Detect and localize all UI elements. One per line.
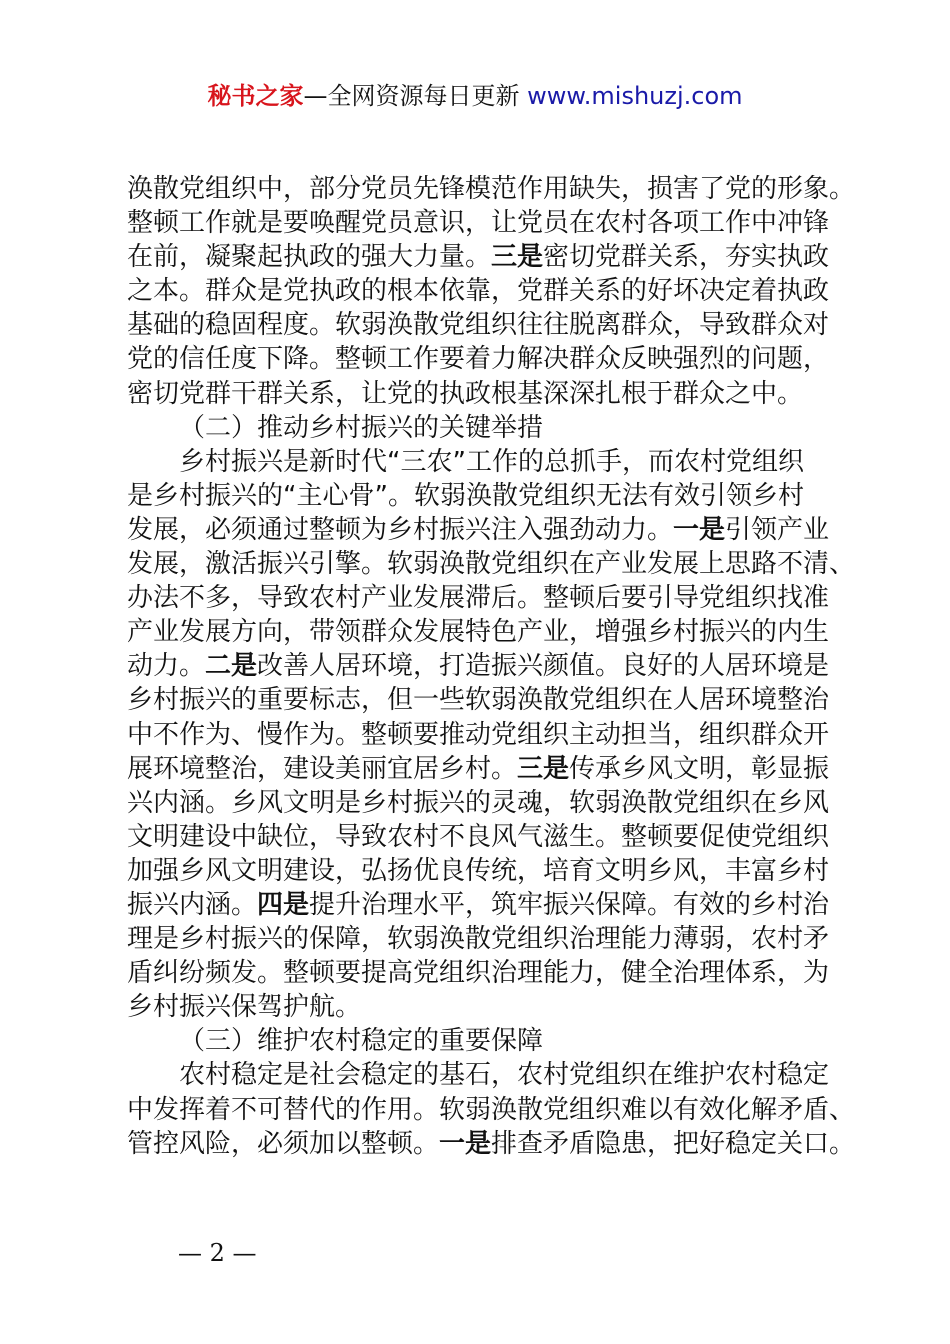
paragraph-line (127, 649, 839, 683)
paragraph-line (127, 752, 839, 786)
site-url-link[interactable]: www.mishuzj.com (527, 82, 743, 110)
text-run: 在前，凝聚起执政的强大力量。 (127, 242, 492, 273)
site-header (0, 80, 950, 112)
paragraph-line: 理是乡村振兴的保障，软弱涣散党组织治理能力薄弱，农村矛 (127, 924, 830, 955)
text-run: 改善人居环境，打造振兴颜值。良好的人居环境是 (257, 651, 830, 682)
section-heading: （二）推动乡村振兴的关键举措 (179, 412, 544, 443)
document-body (127, 172, 856, 1161)
text-run: 振兴内涵。 (127, 889, 258, 920)
paragraph-line: 密切党群干群关系，让党的执政根基深深扎根于群众之中。 (127, 378, 804, 409)
paragraph-line: 涣散党组织中，部分党员先锋模范作用缺失，损害了党的形象。 (127, 174, 856, 204)
text-run: 密切党群关系，夯实执政 (543, 242, 830, 273)
paragraph-line: 盾纠纷频发。整顿要提高党组织治理能力，健全治理体系，为 (127, 958, 830, 989)
bold-marker: 四是 (257, 889, 310, 920)
paragraph-line: 文明建设中缺位，导致农村不良风气滋生。整顿要促使党组织 (127, 821, 830, 852)
paragraph-line: 整顿工作就是要唤醒党员意识，让党员在农村各项工作中冲锋 (127, 208, 830, 239)
paragraph-line: 发展，激活振兴引擎。软弱涣散党组织在产业发展上思路不清、 (127, 549, 856, 580)
paragraph-line: 加强乡风文明建设，弘扬优良传统，培育文明乡风，丰富乡村 (127, 855, 830, 886)
paragraph-line (127, 513, 839, 547)
paragraph-line: 乡村振兴保驾护航。 (127, 992, 362, 1023)
text-run: 提升治理水平，筑牢振兴保障。有效的乡村治 (309, 889, 830, 920)
text-run: 管控风险，必须加以整顿。 (127, 1128, 440, 1159)
brand-name: 秘书之家 (207, 82, 304, 110)
paragraph-line: 之本。群众是党执政的根本依靠，党群关系的好坏决定着执政 (127, 276, 830, 307)
text-run: 排查矛盾隐患，把好稳定关口。 (491, 1128, 856, 1159)
paragraph-line: 农村稳定是社会稳定的基石，农村党组织在维护农村稳定 (179, 1060, 830, 1091)
bold-marker: 一是 (439, 1128, 492, 1159)
bold-marker: 三是 (491, 242, 544, 273)
page-number: — 2 — (178, 1239, 257, 1267)
paragraph-line: 中发挥着不可替代的作用。软弱涣散党组织难以有效化解矛盾、 (127, 1094, 856, 1125)
paragraph-line: 中不作为、慢作为。整顿要推动党组织主动担当，组织群众开 (127, 719, 830, 750)
text-run: 展环境整治，建设美丽宜居乡村。 (127, 753, 518, 784)
paragraph-line: 乡村振兴是新时代“三农”工作的总抓手，而农村党组织 (179, 446, 804, 477)
paragraph-line (127, 888, 839, 922)
paragraph-line: 是乡村振兴的“主心骨”。软弱涣散党组织无法有效引领乡村 (127, 480, 804, 511)
header-slogan: —全网资源每日更新 (303, 82, 528, 110)
bold-marker: 三是 (517, 753, 570, 784)
paragraph-line (127, 240, 839, 274)
text-run: 动力。 (127, 651, 206, 682)
paragraph-line: 兴内涵。乡风文明是乡村振兴的灵魂，软弱涣散党组织在乡风 (127, 787, 830, 818)
text-run: 引领产业 (725, 514, 830, 545)
paragraph-line: 乡村振兴的重要标志，但一些软弱涣散党组织在人居环境整治 (127, 685, 830, 716)
text-run: 传承乡风文明，彰显振 (569, 753, 830, 784)
paragraph-line: 产业发展方向，带领群众发展特色产业，增强乡村振兴的内生 (127, 617, 830, 648)
section-heading: （三）维护农村稳定的重要保障 (179, 1026, 544, 1057)
paragraph-line (127, 1127, 856, 1161)
bold-marker: 一是 (673, 514, 726, 545)
paragraph-line: 办法不多，导致农村产业发展滞后。整顿后要引导党组织找准 (127, 583, 830, 614)
paragraph-line: 基础的稳固程度。软弱涣散党组织往往脱离群众，导致群众对 (127, 310, 830, 341)
paragraph-line: 党的信任度下降。整顿工作要着力解决群众反映强烈的问题， (127, 344, 830, 375)
bold-marker: 二是 (205, 651, 258, 682)
text-run: 发展，必须通过整顿为乡村振兴注入强劲动力。 (127, 514, 674, 545)
